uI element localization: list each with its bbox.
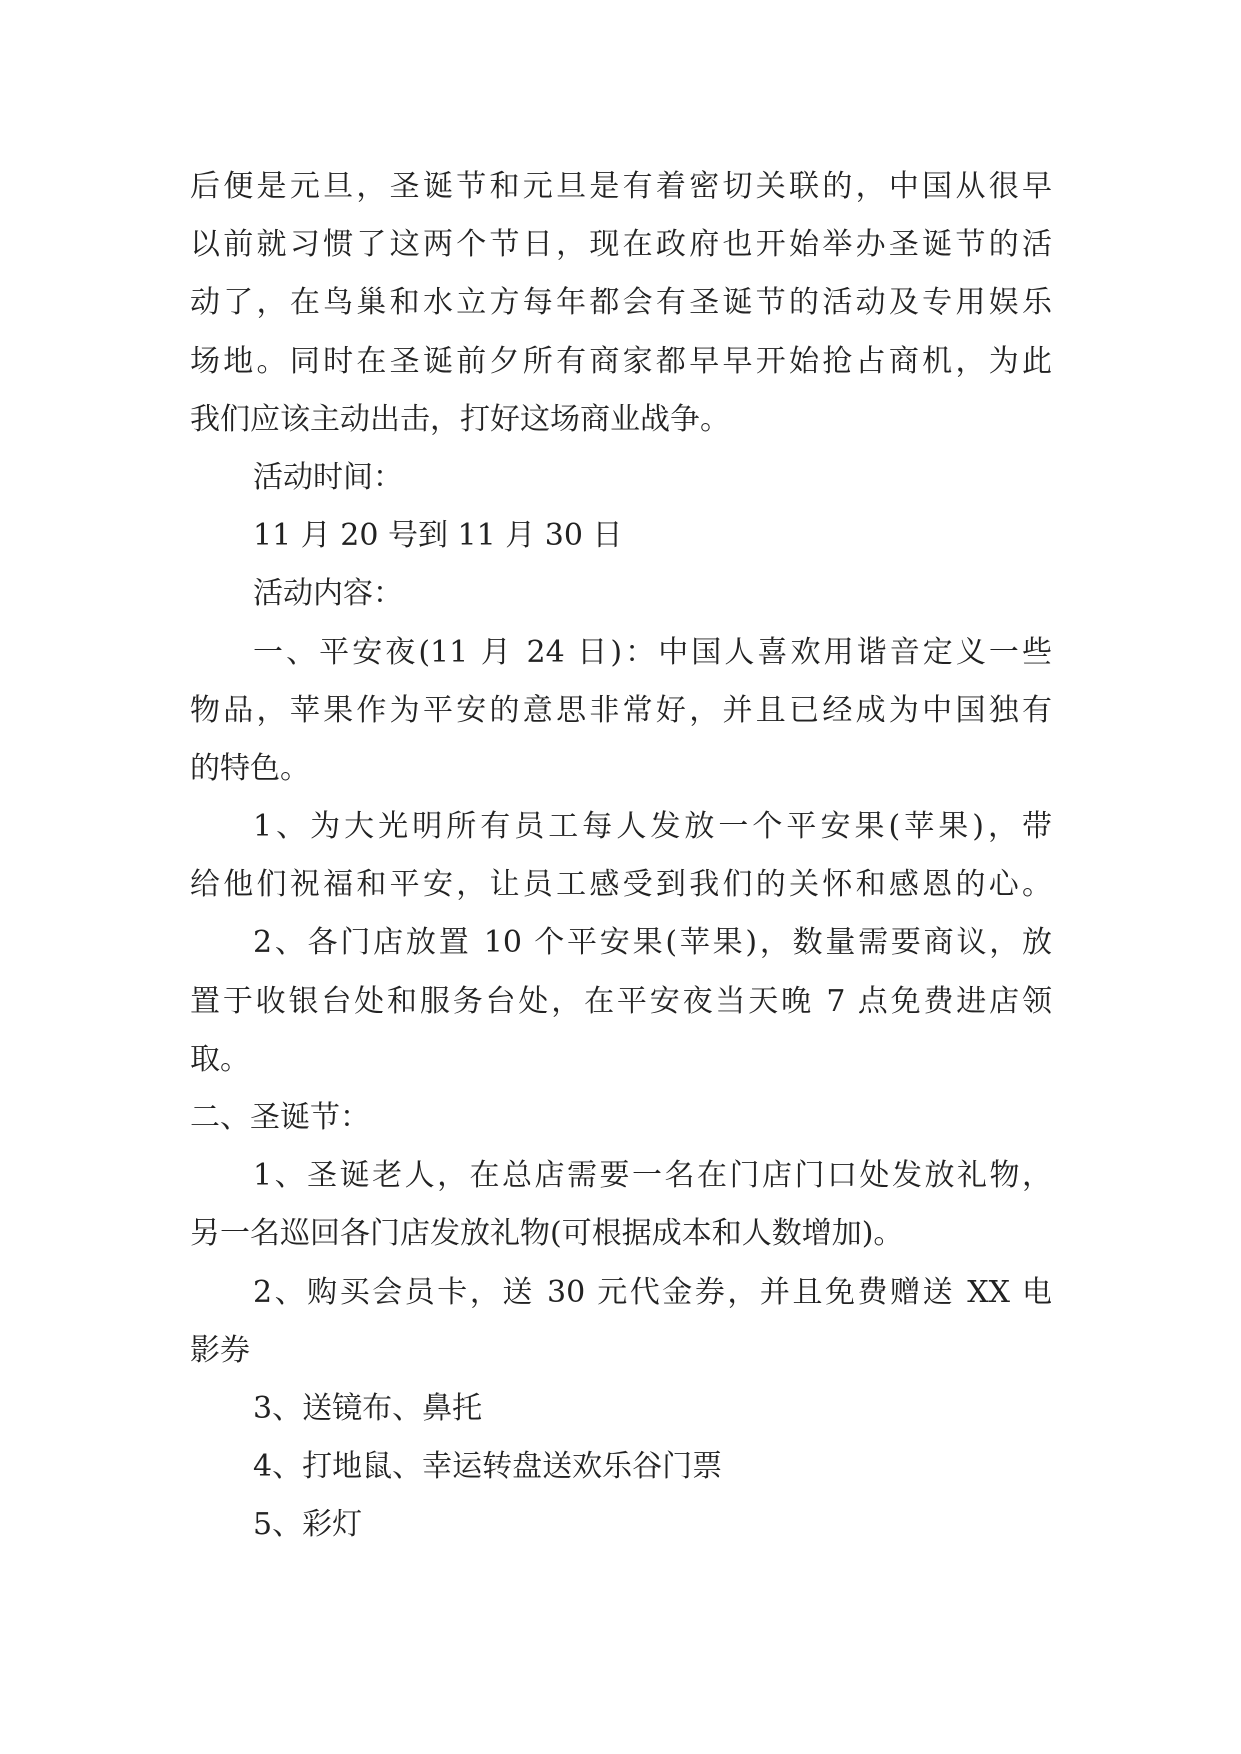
paragraph-line: 的特色。 <box>190 750 310 786</box>
list-item-line: 3、送镜布、鼻托 <box>253 1390 483 1426</box>
paragraph-line: 场地。同时在圣诞前夕所有商家都早早开始抢占商机，为此 <box>190 343 1052 379</box>
paragraph-line: 我们应该主动出击，打好这场商业战争。 <box>190 401 730 437</box>
paragraph-line: 一、平安夜(11 月 24 日)：中国人喜欢用谐音定义一些 <box>253 634 1052 670</box>
activity-date-range: 11 月 20 号到 11 月 30 日 <box>253 518 623 554</box>
list-item-line: 置于收银台处和服务台处，在平安夜当天晚 7 点免费进店领 <box>190 983 1052 1019</box>
list-item-line: 给他们祝福和平安，让员工感受到我们的关怀和感恩的心。 <box>190 867 1052 903</box>
section-heading-christmas: 二、圣诞节： <box>190 1100 370 1135</box>
section-heading-activity-content: 活动内容： <box>253 576 403 612</box>
section-heading-activity-time: 活动时间： <box>253 459 403 495</box>
list-item-line: 影券 <box>190 1332 250 1368</box>
list-item-line: 另一名巡回各门店发放礼物(可根据成本和人数增加)。 <box>190 1216 904 1252</box>
list-item-line: 1、为大光明所有员工每人发放一个平安果(苹果)，带 <box>253 809 1052 845</box>
paragraph-line: 后便是元旦，圣诞节和元旦是有着密切关联的，中国从很早 <box>190 169 1052 204</box>
list-item-line: 5、彩灯 <box>253 1507 363 1543</box>
document-body <box>190 158 1052 1555</box>
list-item-line: 4、打地鼠、幸运转盘送欢乐谷门票 <box>253 1449 723 1485</box>
paragraph-line: 以前就习惯了这两个节日，现在政府也开始举办圣诞节的活 <box>190 227 1052 263</box>
list-item-line: 取。 <box>190 1041 250 1077</box>
list-item-line: 2、购买会员卡，送 30 元代金券，并且免费赠送 XX 电 <box>253 1274 1052 1310</box>
list-item-line: 1、圣诞老人，在总店需要一名在门店门口处发放礼物， <box>253 1158 1052 1194</box>
paragraph-line: 物品，苹果作为平安的意思非常好，并且已经成为中国独有 <box>190 692 1052 728</box>
list-item-line: 2、各门店放置 10 个平安果(苹果)，数量需要商议，放 <box>253 925 1052 961</box>
paragraph-line: 动了，在鸟巢和水立方每年都会有圣诞节的活动及专用娱乐 <box>190 285 1052 321</box>
